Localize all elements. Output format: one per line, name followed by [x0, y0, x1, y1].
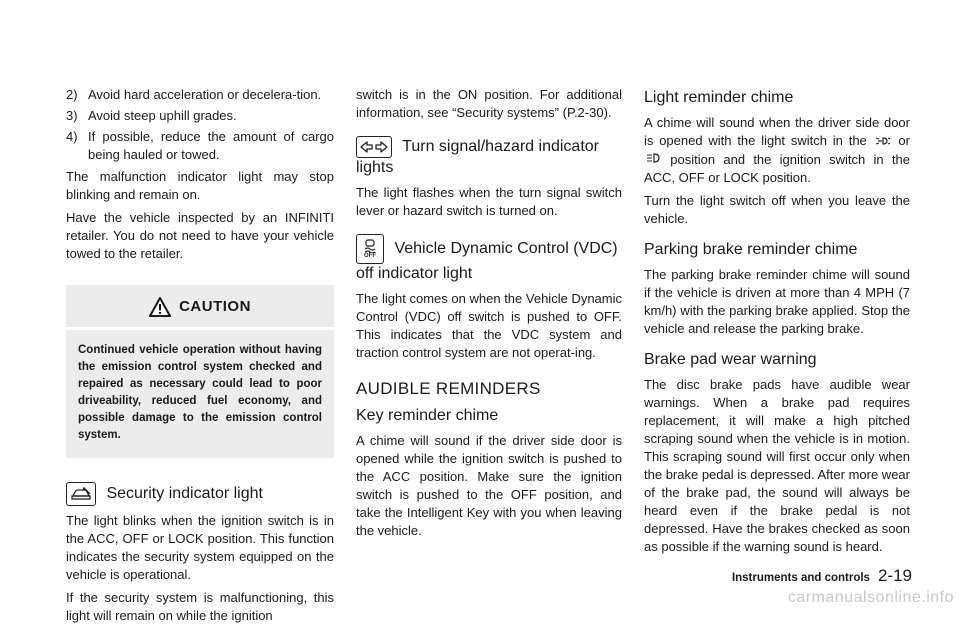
- paragraph: The parking brake reminder chime will sound if the vehicle is driven at more than 4 MPH (7 km/h) with the parking brake applied. Stop the vehicle and release the parking brake.: [644, 267, 910, 337]
- vdc-off-icon: [356, 234, 384, 264]
- list-number: 4): [66, 129, 78, 144]
- list-item: [66, 107, 334, 125]
- paragraph: The light flashes when the turn signal switch lever or hazard switch is turned on.: [356, 185, 622, 218]
- list-text: Avoid steep uphill grades.: [88, 108, 237, 123]
- security-heading: [66, 482, 334, 506]
- vdc-icon-label: OFF: [364, 252, 376, 259]
- page-number: 2-19: [877, 566, 912, 585]
- section-label: Instruments and controls: [731, 572, 870, 584]
- key-reminder-heading: Key reminder chime: [356, 407, 499, 424]
- paragraph: Turn the light switch off when you leave the vehicle.: [644, 193, 910, 227]
- headlight-icon: [646, 151, 660, 169]
- parking-brake-heading: Parking brake reminder chime: [644, 241, 858, 259]
- list-text: Avoid hard acceleration or decelera-tion.: [88, 87, 322, 102]
- column-2: [356, 86, 622, 545]
- paragraph: The light comes on when the Vehicle Dynamic Control (VDC) off switch is pushed to OFF. This indicates that the VDC system and traction control system are not operat-ing.: [356, 291, 622, 360]
- audible-reminders-heading: AUDIBLE REMINDERS: [356, 379, 541, 398]
- side-light-icon: [875, 133, 891, 151]
- list-item: [66, 86, 334, 104]
- list-number: 3): [66, 108, 78, 123]
- list-text: If possible, reduce the amount of cargo being hauled or towed.: [88, 129, 334, 162]
- paragraph: switch is in the ON position. For additional information, see “Security systems” (P.2-30).: [356, 87, 622, 120]
- paragraph: The malfunction indicator light may stop blinking and remain on.: [66, 169, 334, 202]
- list-item: [66, 128, 334, 164]
- light-reminder-or: or: [898, 133, 910, 148]
- paragraph: If the security system is malfunctioning, this light will remain on while the ignition: [66, 590, 334, 623]
- warning-icon: [149, 297, 171, 317]
- light-reminder-text-cont: position and the ignition switch in the ACC, OFF or LOCK position.: [644, 151, 910, 186]
- caution-box: [66, 285, 334, 458]
- vdc-heading-text: Vehicle Dynamic Control (VDC) off indicator light: [356, 240, 618, 282]
- list-number: 2): [66, 87, 78, 102]
- caution-text: Continued vehicle operation without having the emission control system checked and repaired as necessary could lead to poor driveability, reduced fuel economy, and possible damage to the emission control system.: [78, 344, 322, 441]
- light-reminder-heading: Light reminder chime: [644, 89, 794, 106]
- caution-header: [66, 285, 334, 330]
- brake-pad-heading: Brake pad wear warning: [644, 351, 817, 369]
- paragraph: A chime will sound if the driver side door is opened while the ignition switch is pushed to the ACC position. Make sure the ignition switch is pushed to the OFF position, and take the Intelligent Key with you when leaving the vehicle.: [356, 433, 622, 538]
- paragraph: [644, 114, 910, 187]
- column-1: [66, 86, 334, 630]
- turn-signal-heading: [356, 136, 622, 178]
- paragraph: The disc brake pads have audible wear warnings. When a brake pad requires replacement, it will make a high pitched scraping sound when the vehicle is in motion. This scraping sound will first occur only when the brake pedal is depressed. After more wear of the brake pad, the sound will always be heard even if the brake pedal is not depressed. Have the brakes checked as soon as possible if the warning sound is heard.: [644, 377, 910, 555]
- paragraph: Have the vehicle inspected by an INFINITI retailer. You do not need to have your vehicle towed to the retailer.: [66, 210, 334, 261]
- security-car-icon: [66, 482, 96, 506]
- vdc-heading: [356, 234, 622, 284]
- column-3: [644, 88, 910, 561]
- watermark: carmanualsonline.info: [787, 589, 954, 606]
- turn-signal-icon: [356, 136, 392, 158]
- caution-title: CAUTION: [179, 298, 251, 315]
- security-heading-text: Security indicator light: [106, 485, 263, 503]
- turn-signal-heading-text: Turn signal/hazard indicator lights: [356, 138, 599, 176]
- light-reminder-text: A chime will sound when the driver side door is opened with the light switch in the: [644, 115, 910, 148]
- paragraph: The light blinks when the ignition switch is in the ACC, OFF or LOCK position. This function indicates the security system equipped on the vehicle is operational.: [66, 513, 334, 582]
- page-footer: [732, 566, 912, 586]
